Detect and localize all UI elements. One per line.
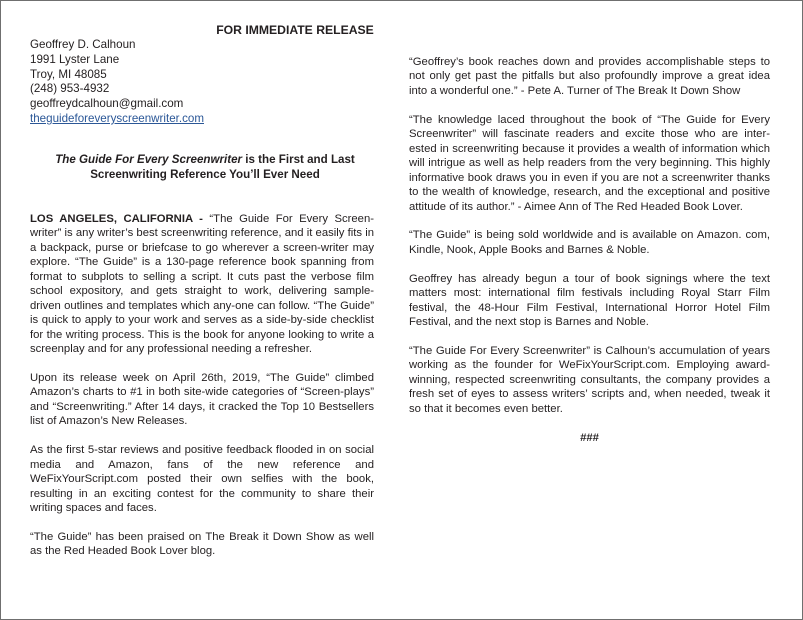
availability-paragraph: “The Guide” is being sold worldwide and is available on Amazon. com, Kindle, Nook, Apple Books and Barnes & Noble. bbox=[409, 229, 770, 256]
body-paragraph-4: “The Guide” has been praised on The Break it Down Show as well as the Red Headed Book Lover blog. bbox=[30, 530, 374, 558]
quote-turner: “Geoffrey’s book reaches down and provides accomplishable steps to not only get past the pitfalls but also profoundly improve a great idea into a wonderful one.” - Pete A. Turner of The Break It Down Show bbox=[409, 56, 770, 97]
left-column bbox=[30, 212, 374, 573]
about-author-paragraph: “The Guide For Every Screenwriter” is Calhoun’s accumulation of years working as the founder for WeFixYourScript.com. Employing award-winning, respected screenwriting consultants, the company provides a fresh set of eyes to assess writers’ scripts and, when needed, tweak it so that it becomes even better. bbox=[409, 345, 770, 415]
body-paragraph-2: Upon its release week on April 26th, 2019, “The Guide” climbed Amazon’s charts to #1 in both site-wide categories of “Screen-plays” and “Screenwriting.” After 14 days, it cracked the Top 10 Bestsellers list of Amazon’s New Releases. bbox=[30, 371, 374, 428]
body-paragraph-3: As the first 5-star reviews and positive feedback flooded in on social media and Amazon, fans of the new reference and WeFixYourScript.com posted their own selfies with the book, resulting in an exciting contest for the community to share their writing spaces and faces. bbox=[30, 444, 374, 515]
body-paragraph-1 bbox=[30, 212, 374, 357]
headline-line-2: Screenwriting Reference You’ll Ever Need bbox=[90, 167, 320, 181]
dateline: LOS ANGELES, CALIFORNIA - bbox=[30, 213, 210, 225]
headline bbox=[30, 153, 380, 182]
contact-phone: (248) 953-4932 bbox=[30, 82, 110, 96]
contact-email: geoffreydcalhoun@gmail.com bbox=[30, 97, 184, 111]
contact-street: 1991 Lyster Lane bbox=[30, 52, 120, 66]
headline-rest: is the First and Last bbox=[242, 153, 355, 166]
quote-aimee-ann: “The knowledge laced throughout the book of “The Guide for Every Screenwriter” will fascinate readers and excite those who are inter-ested in screenwriting because it provides a wealth of information which will intrigue as well as help readers from the very beginning. This highly informative book draws you in even if you are not a screenwriter thanks to the wealth of knowledge, research, and the exceptional and positive attitude of its author.” - Aimee Ann of The Red Headed Book Lover. bbox=[409, 113, 770, 213]
contact-city: Troy, MI 48085 bbox=[30, 67, 107, 81]
end-mark: ### bbox=[580, 431, 599, 444]
contact-block bbox=[30, 38, 390, 127]
book-tour-paragraph: Geoffrey has already begun a tour of book signings where the text matters most: international film festivals including Royal Starr Film festival, the 48-Hour Film Festival, International Horror Hotel Film Festival, and the next stop is Barnes and Noble. bbox=[409, 272, 770, 329]
headline-book-title: The Guide For Every Screenwriter bbox=[55, 153, 243, 166]
website-link[interactable]: theguideforeveryscreenwriter.com bbox=[30, 111, 204, 125]
release-header: FOR IMMEDIATE RELEASE bbox=[216, 23, 374, 37]
right-column bbox=[409, 55, 770, 445]
headline-line-1 bbox=[30, 153, 380, 168]
body-paragraph-1-text: “The Guide For Every Screen-writer” is any writer’s best screenwriting reference, and it easily fits in a backpack, purse or briefcase to go wherever a screen-writer may explore. “The Guide” is a 130-page reference book spanning from format to subplots to selling a script. It cuts past the verbose film school expository, and gets straight to work, delivering sample-driven outlines and templates which any-one can follow. “The Guide” is quick to apply to your work and serves as a side-by-side checklist for the writing process. This is the book for anyone looking to write a screenplay and for any professional needing a refresher. bbox=[30, 213, 375, 356]
contact-name: Geoffrey D. Calhoun bbox=[30, 38, 136, 51]
